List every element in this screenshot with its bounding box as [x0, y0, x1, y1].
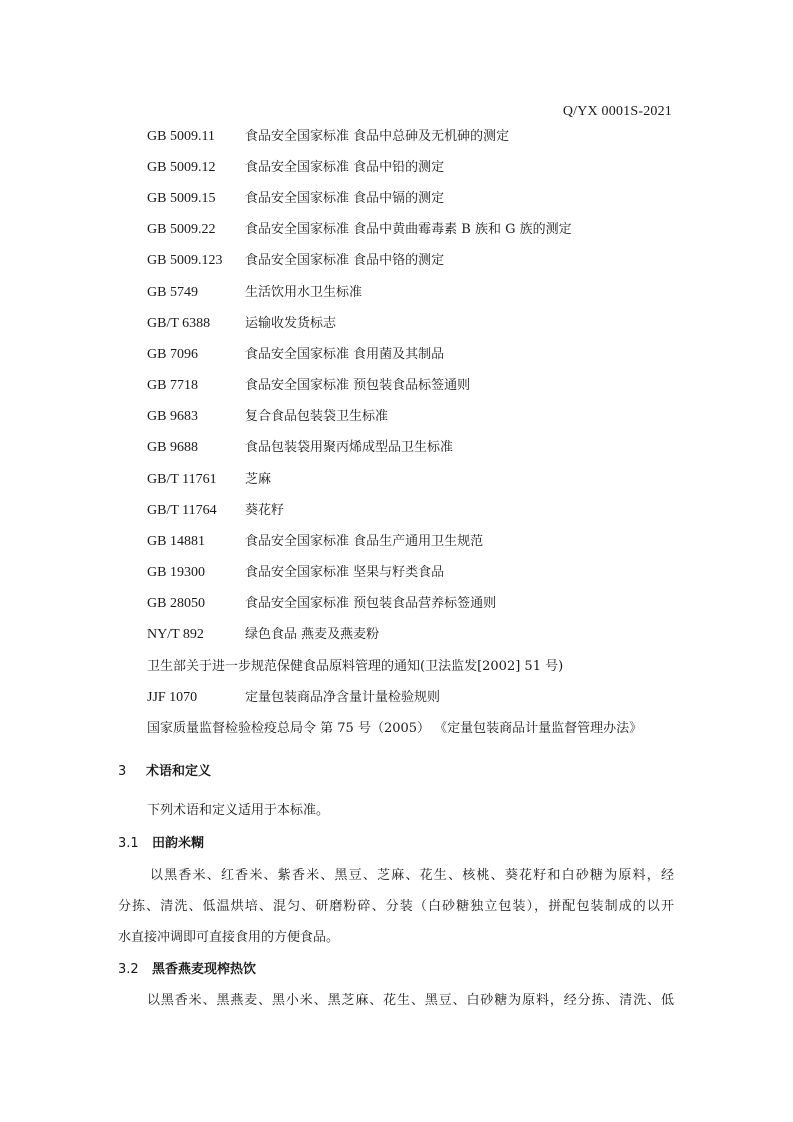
- reference-title: 食品安全国家标准 预包装食品标签通则: [245, 378, 471, 393]
- reference-item: [147, 251, 444, 271]
- reference-title: 食品包装袋用聚丙烯成型品卫生标准: [245, 440, 454, 455]
- reference-item: [147, 438, 453, 458]
- reference-title: 食品安全国家标准 食品中黄曲霉毒素 B 族和 G 族的测定: [245, 222, 572, 237]
- term-definition-line: 以黑香米、红香米、紫香米、黑豆、芝麻、花生、核桃、葵花籽和白砂糖为原料，经: [150, 868, 674, 883]
- term-definition-line: 水直接冲调即可直接食用的方便食品。: [118, 930, 340, 945]
- reference-title: 食品安全国家标准 食品中总砷及无机砷的测定: [245, 129, 510, 144]
- decree-reference: 国家质量监督检验检疫总局令 第 75 号（2005） 《定量包装商品计量监督管理办法》: [147, 721, 643, 736]
- term-definition-line: 分拣、清洗、低温烘培、混匀、研磨粉碎、分装（白砂糖独立包装），拼配包装制成的以开: [118, 899, 674, 914]
- reference-item: [147, 625, 379, 645]
- reference-code: NY/T 892: [147, 627, 204, 642]
- reference-code: GB 9688: [147, 440, 198, 455]
- reference-title: 复合食品包装袋卫生标准: [245, 409, 389, 424]
- reference-code: GB 7718: [147, 378, 198, 393]
- reference-code: GB/T 6388: [147, 316, 211, 331]
- term-title: 田韵米糊: [152, 836, 205, 851]
- reference-item: [147, 158, 444, 178]
- reference-item: [147, 220, 572, 240]
- reference-code: GB 5009.11: [147, 129, 215, 144]
- reference-item: [147, 127, 509, 147]
- reference-title: 食品安全国家标准 预包装食品营养标签通则: [245, 596, 497, 611]
- reference-code: GB 14881: [147, 534, 205, 549]
- reference-code: GB 19300: [147, 565, 205, 580]
- reference-title: 食品安全国家标准 食品中铬的测定: [245, 253, 445, 268]
- reference-code: GB 5749: [147, 285, 198, 300]
- reference-title: 食品安全国家标准 食品生产通用卫生规范: [245, 534, 484, 549]
- reference-item: [147, 345, 444, 365]
- reference-code: GB 5009.15: [147, 191, 216, 206]
- reference-code: GB 5009.12: [147, 160, 216, 175]
- section-heading: [118, 762, 211, 782]
- section-title: 术语和定义: [146, 764, 212, 779]
- term-number: 3.1: [118, 836, 139, 851]
- reference-title: 食品安全国家标准 食品中镉的测定: [245, 191, 445, 206]
- reference-code: GB 5009.123: [147, 253, 223, 268]
- reference-item: [147, 189, 444, 209]
- section-intro: 下列术语和定义适用于本标准。: [147, 803, 330, 818]
- reference-title: 葵花籽: [245, 503, 285, 518]
- reference-item: [147, 532, 483, 552]
- reference-code: GB 5009.22: [147, 222, 216, 237]
- reference-title: 芝麻: [245, 472, 272, 487]
- reference-item: [147, 314, 336, 334]
- reference-title: 定量包装商品净含量计量检验规则: [245, 690, 441, 705]
- reference-title: 食品安全国家标准 食用菌及其制品: [245, 347, 445, 362]
- section-number: 3: [118, 764, 127, 779]
- term-heading: [118, 834, 204, 854]
- reference-item: [147, 470, 271, 490]
- document-code: Q/YX 0001S-2021: [562, 104, 672, 119]
- reference-item: [147, 283, 362, 303]
- reference-title: 生活饮用水卫生标准: [245, 285, 363, 300]
- reference-item: [147, 407, 388, 427]
- reference-item: [147, 563, 444, 583]
- reference-title: 食品安全国家标准 食品中铅的测定: [245, 160, 445, 175]
- reference-item: [147, 376, 470, 396]
- term-definition-line: 以黑香米、黑燕麦、黑小米、黑芝麻、花生、黑豆、白砂糖为原料，经分拣、清洗、低: [147, 993, 674, 1008]
- term-number: 3.2: [118, 962, 139, 977]
- reference-code: GB 9683: [147, 409, 198, 424]
- reference-title: 绿色食品 燕麦及燕麦粉: [245, 627, 380, 642]
- reference-item: [147, 594, 496, 614]
- reference-code: GB/T 11764: [147, 503, 217, 518]
- reference-item: [147, 501, 284, 521]
- reference-code: JJF 1070: [147, 690, 198, 705]
- reference-code: GB 7096: [147, 347, 198, 362]
- notice-reference: 卫生部关于进一步规范保健食品原料管理的通知(卫法监发[2002] 51 号): [147, 659, 564, 674]
- reference-title: 运输收发货标志: [245, 316, 337, 331]
- term-title: 黑香燕麦现榨热饮: [152, 962, 257, 977]
- reference-title: 食品安全国家标准 坚果与籽类食品: [245, 565, 445, 580]
- reference-code: GB 28050: [147, 596, 205, 611]
- term-heading: [118, 960, 256, 980]
- reference-code: GB/T 11761: [147, 472, 217, 487]
- reference-item: [147, 688, 440, 708]
